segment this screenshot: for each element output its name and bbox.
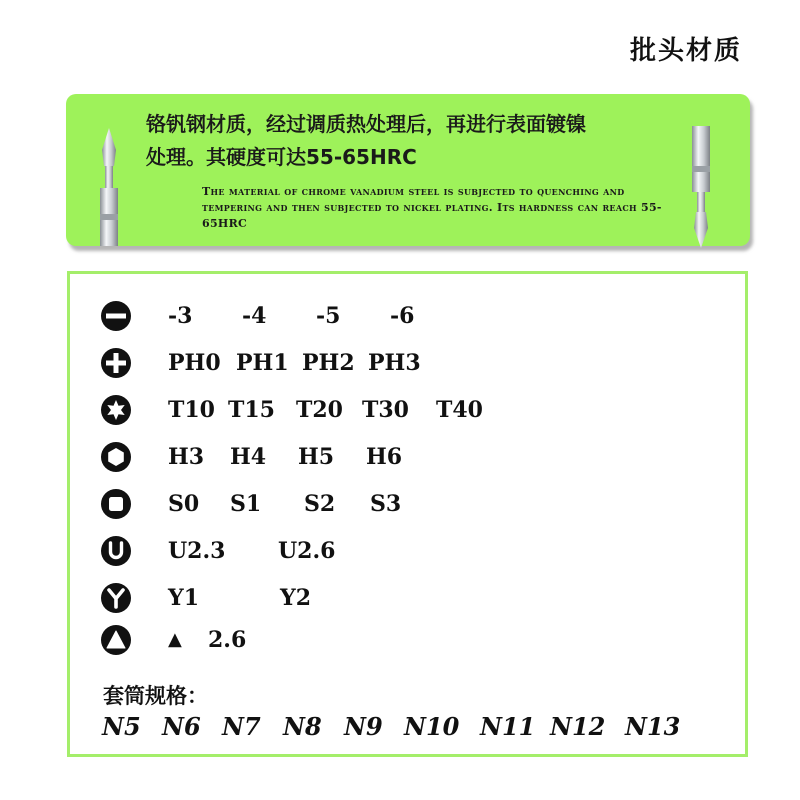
spec-value: T40 (436, 397, 483, 423)
hex-icon (100, 441, 132, 473)
spec-value: T20 (296, 397, 343, 423)
socket-size: N13 (625, 712, 681, 741)
spec-value: Y1 (168, 585, 200, 611)
socket-size: N12 (550, 712, 606, 741)
spec-value: T10 (168, 397, 215, 423)
spec-value: -6 (390, 303, 415, 329)
socket-size: N9 (344, 712, 383, 741)
spec-value: PH0 (168, 350, 221, 376)
socket-size: N6 (162, 712, 201, 741)
slotted-icon (100, 300, 132, 332)
socket-size: N5 (102, 712, 141, 741)
spec-value: 2.6 (208, 627, 247, 653)
spec-value: H6 (366, 444, 403, 470)
socket-size: N8 (283, 712, 322, 741)
material-banner (66, 94, 750, 246)
material-description-zh-line2: 处理。其硬度可达55-65HRC (146, 145, 417, 169)
material-description-zh (146, 108, 686, 174)
spec-value: -4 (242, 303, 267, 329)
spec-value: S1 (230, 491, 262, 517)
material-description-en: The material of chrome vanadium steel is subjected to quenching and tempering and then subjected to nickel plating. Its hardness can reach 55-65HRC (202, 185, 662, 230)
y-shape-icon (100, 582, 132, 614)
spec-value: H5 (298, 444, 335, 470)
material-description-zh-line1: 铬钒钢材质，经过调质热处理后，再进行表面镀镍 (146, 112, 586, 136)
page-title: 批头材质 (629, 36, 742, 66)
socket-size: N11 (480, 712, 536, 741)
spec-value: T30 (362, 397, 409, 423)
socket-size: N7 (222, 712, 261, 741)
spec-value: U2.6 (278, 538, 336, 564)
spec-value: PH1 (236, 350, 289, 376)
socket-size: N10 (404, 712, 460, 741)
spec-value: T15 (228, 397, 275, 423)
spec-value: PH2 (302, 350, 355, 376)
spec-value: S2 (304, 491, 336, 517)
torx-icon (100, 394, 132, 426)
spec-value: PH3 (368, 350, 421, 376)
spec-value: U2.3 (168, 538, 226, 564)
spec-value: Y2 (280, 585, 312, 611)
u-shape-icon (100, 535, 132, 567)
square-icon (100, 488, 132, 520)
socket-spec-label: 套筒规格： (103, 684, 208, 708)
triangle-icon (100, 624, 132, 656)
triangle-glyph: ▲ (168, 629, 182, 650)
spec-value: S0 (168, 491, 200, 517)
phillips-icon (100, 347, 132, 379)
spec-value: H4 (230, 444, 267, 470)
spec-value: -3 (168, 303, 193, 329)
spec-value: H3 (168, 444, 205, 470)
spec-value: S3 (370, 491, 402, 517)
spec-value: -5 (316, 303, 341, 329)
